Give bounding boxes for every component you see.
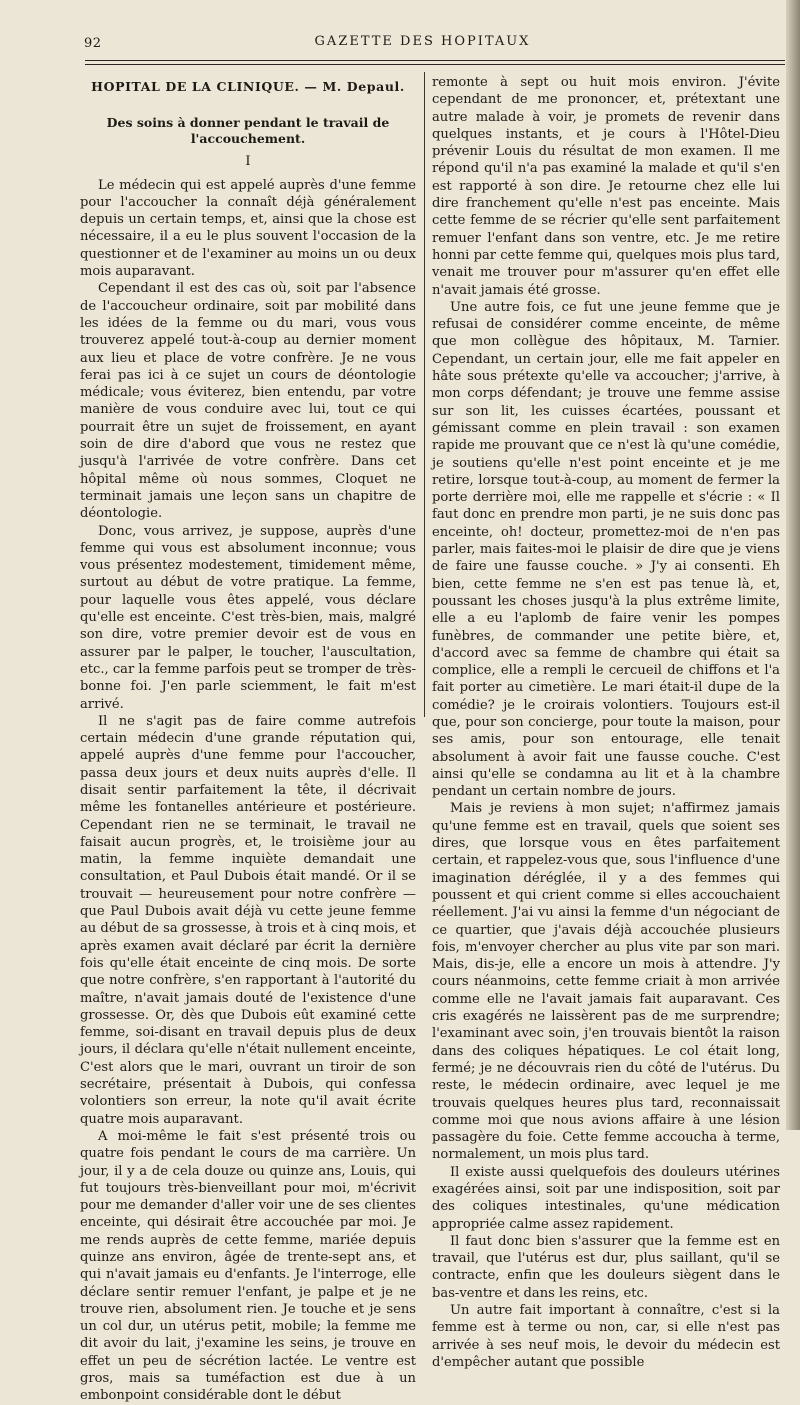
running-title: GAZETTE DES HOPITAUX bbox=[314, 34, 531, 49]
paragraph-continued: remonte à sept ou huit mois environ. J'évite cependant de me prononcer, et, prétextant une autre malade à voir, je promets de revenir dans quelques instants, et je cours à l'Hôtel-Dieu prévenir Louis du résultat de mon examen. Il me répond qu'il n'a pas examiné la malade et qu'il s'en est rapporté à son dire. Je retourne chez elle lui dire franchement qu'elle n'est pas enceinte. Mais cette femme de se récrier qu'elle sent parfaitement remuer l'enfant dans son ventre, etc. Je me retire honni par cette femme qui, quelques mois plus tard, venait me trouver pour m'assurer qu'en effet elle n'avait jamais été grosse. bbox=[432, 75, 780, 298]
hospital-title: HOPITAL DE LA CLINIQUE. — M. Depaul. bbox=[91, 79, 405, 94]
paragraph: Donc, vous arrivez, je suppose, auprès d'une femme qui vous est absolument inconnue; vous vous présentez modestement, timidement même, surtout au début de votre pratique. La femme, pour laquelle vous êtes appelé, vous déclare qu'elle est enceinte. C'est très-bien, mais, malgré son dire, votre premier devoir est de vous en assurer par le palper, le toucher, l'auscultation, etc., car la femme parfois peut se tromper de très-bonne foi. J'en parle sciemment, le fait m'est arrivé. bbox=[80, 523, 416, 712]
right-column bbox=[432, 74, 780, 1371]
paragraph: Le médecin qui est appelé auprès d'une femme pour l'accoucher la connaît déjà généralement depuis un certain temps, et, ainsi que la chose est nécessaire, il a eu le plus souvent l'occasion de la questionner et de l'examiner au moins un ou deux mois auparavant. bbox=[80, 177, 416, 280]
paragraph: Cependant il est des cas où, soit par l'absence de l'accoucheur ordinaire, soit par mobilité dans les idées de la femme ou du mari, vous vous trouverez appelé tout-à-coup au dernier moment aux lieu et place de votre confrère. Je ne vous ferai pas ici à ce sujet un cours de déontologie médicale; vous éviterez, bien entendu, par votre manière de vous conduire avec lui, tout ce qui pourrait être un sujet de froissement, en ayant soin de dire d'abord que vous ne restez que jusqu'à l'arrivée de votre confrère. Dans cet hôpital même où nous sommes, Cloquet ne terminait jamais une leçon sans un chapitre de déontologie. bbox=[80, 281, 416, 522]
paragraph: Il ne s'agit pas de faire comme autrefois certain médecin d'une grande réputation qui, appelé auprès d'une femme pour l'accoucher, passa deux jours et deux nuits auprès d'elle. Il disait sentir parfaitement la tête, il décrivait même les fontanelles antérieure et postérieure. Cependant rien ne se terminait, le travail ne faisait aucun progrès, et, le troisième jour au matin, la femme inquiète demandait une consultation, et Paul Dubois était mandé. Or il se trouvait — heureusement pour notre confrère — que Paul Dubois avait déjà vu cette jeune femme au début de sa grossesse, à trois et à cinq mois, et après examen avait déclaré par écrit la dernière fois qu'elle était enceinte de cinq mois. De sorte que notre confrère, s'en rapportant à l'autorité du maître, n'avait jamais douté de l'existence d'une grossesse. Or, dès que Dubois eût examiné cette femme, soi-disant en travail depuis plus de deux jours, il déclara qu'elle n'était nullement enceinte, C'est alors que le mari, ouvrant un tiroir de son secrétaire, présentait à Dubois, qui confessa volontiers son erreur, la note qu'il avait écrite quatre mois auparavant. bbox=[80, 713, 416, 1127]
column-divider bbox=[424, 72, 425, 717]
header-rule-top bbox=[85, 60, 785, 61]
left-column bbox=[80, 74, 416, 1405]
paragraph: Il faut donc bien s'assurer que la femme est en travail, que l'utérus est dur, plus saillant, qu'il se contracte, enfin que les douleurs siègent dans le bas-ventre et dans les reins, etc. bbox=[432, 1233, 780, 1301]
page-number: 92 bbox=[84, 36, 102, 51]
section-number: I bbox=[245, 154, 251, 170]
page-header bbox=[60, 28, 785, 52]
paragraph: Mais je reviens à mon sujet; n'affirmez jamais qu'une femme est en travail, quels que soient ses dires, que lorsque vous en êtes parfaitement certain, et rappelez-vous que, sous l'influence d'une imagination déréglée, il y a des femmes qui poussent et qui crient comme si elles accouchaient réellement. J'ai vu ainsi la femme d'un négociant de ce quartier, que j'avais déjà accouchée plusieurs fois, m'envoyer chercher au plus vite par son mari. Mais, dis-je, elle a encore un mois à attendre. J'y cours néanmoins, cette femme criait à mon arrivée comme elle ne l'avait jamais fait auparavant. Ces cris exagérés ne laissèrent pas de me surprendre; l'examinant avec soin, j'en trouvais bientôt la raison dans des coliques hépatiques. Le col était long, fermé; je ne découvrais rien du côté de l'utérus. Du reste, le médecin ordinaire, avec lequel je me trouvais quelques heures plus tard, reconnaissait comme moi que nous avions affaire à une lésion passagère du foie. Cette femme accoucha à terme, normalement, un mois plus tard. bbox=[432, 801, 780, 1163]
paragraph: Un autre fait important à connaître, c'est si la femme est à terme ou non, car, si elle n'est pas arrivée à ses neuf mois, le devoir du médecin est d'empêcher autant que possible bbox=[432, 1303, 780, 1370]
paragraph: Une autre fois, ce fut une jeune femme que je refusai de considérer comme enceinte, de même que mon collègue des hôpitaux, M. Tarnier. Cependant, un certain jour, elle me fait appeler en hâte sous prétexte qu'elle va accoucher; j'arrive, à mon corps défendant; je trouve une femme assise sur son lit, les cuisses écartées, poussant et gémissant comme en plein travail : son examen rapide me prouvant que ce n'est là qu'une comédie, je soutiens qu'elle n'est point enceinte et je me retire, lorsque tout-à-coup, au moment de fermer la porte derrière moi, elle me rappelle et s'écrie : « Il faut donc en prendre mon parti, je ne suis donc pas enceinte, oh! docteur, promettez-moi de n'en pas parler, mais faites-moi le plaisir de dire que je viens de faire une fausse couche. » J'y ai consenti. Eh bien, cette femme ne s'en est pas tenue là, et, poussant les choses jusqu'à la plus extrême limite, elle a eu l'aplomb de faire venir les pompes funèbres, de commander une petite bière, et, d'accord avec sa femme de chambre qui était sa complice, elle a rempli le cercueil de chiffons et l'a fait porter au cimetière. Le mari était-il dupe de la comédie? je le croirais volontiers. Toujours est-il que, pour son concierge, pour toute la maison, pour ses amis, pour son entourage, elle tenait absolument à avoir fait une fausse couche. C'est ainsi qu'elle se condamna au lit et à la chambre pendant un certain nombre de jours. bbox=[432, 299, 780, 800]
header-rule-bottom bbox=[85, 64, 785, 65]
page-edge bbox=[786, 0, 800, 1130]
article-title: Des soins à donner pendant le travail de l'accouchement. bbox=[106, 115, 390, 147]
paragraph: Il existe aussi quelquefois des douleurs utérines exagérées ainsi, soit par une indisposition, soit par des coliques intestinales, qu'une médication appropriée calme assez rapidement. bbox=[432, 1164, 780, 1232]
paragraph: A moi-même le fait s'est présenté trois ou quatre fois pendant le cours de ma carrière. Un jour, il y a de cela douze ou quinze ans, Louis, qui fut toujours très-bienveillant pour moi, m'écrivit pour me demander d'aller voir une de ses clientes enceinte, qui désirait être accouchée par moi. Je me rends auprès de cette femme, mariée depuis quinze ans environ, âgée de trente-sept ans, et qui n'avait jamais eu d'enfants. Je l'interroge, elle déclare sentir remuer l'enfant, je palpe et je ne trouve rien, absolument rien. Je touche et je sens un col dur, un utérus petit, mobile; la femme me dit avoir du lait, j'examine les seins, je trouve en effet un peu de sécrétion lactée. Le ventre est gros, mais sa tuméfaction est due à un embonpoint considérable dont le début bbox=[80, 1128, 416, 1404]
